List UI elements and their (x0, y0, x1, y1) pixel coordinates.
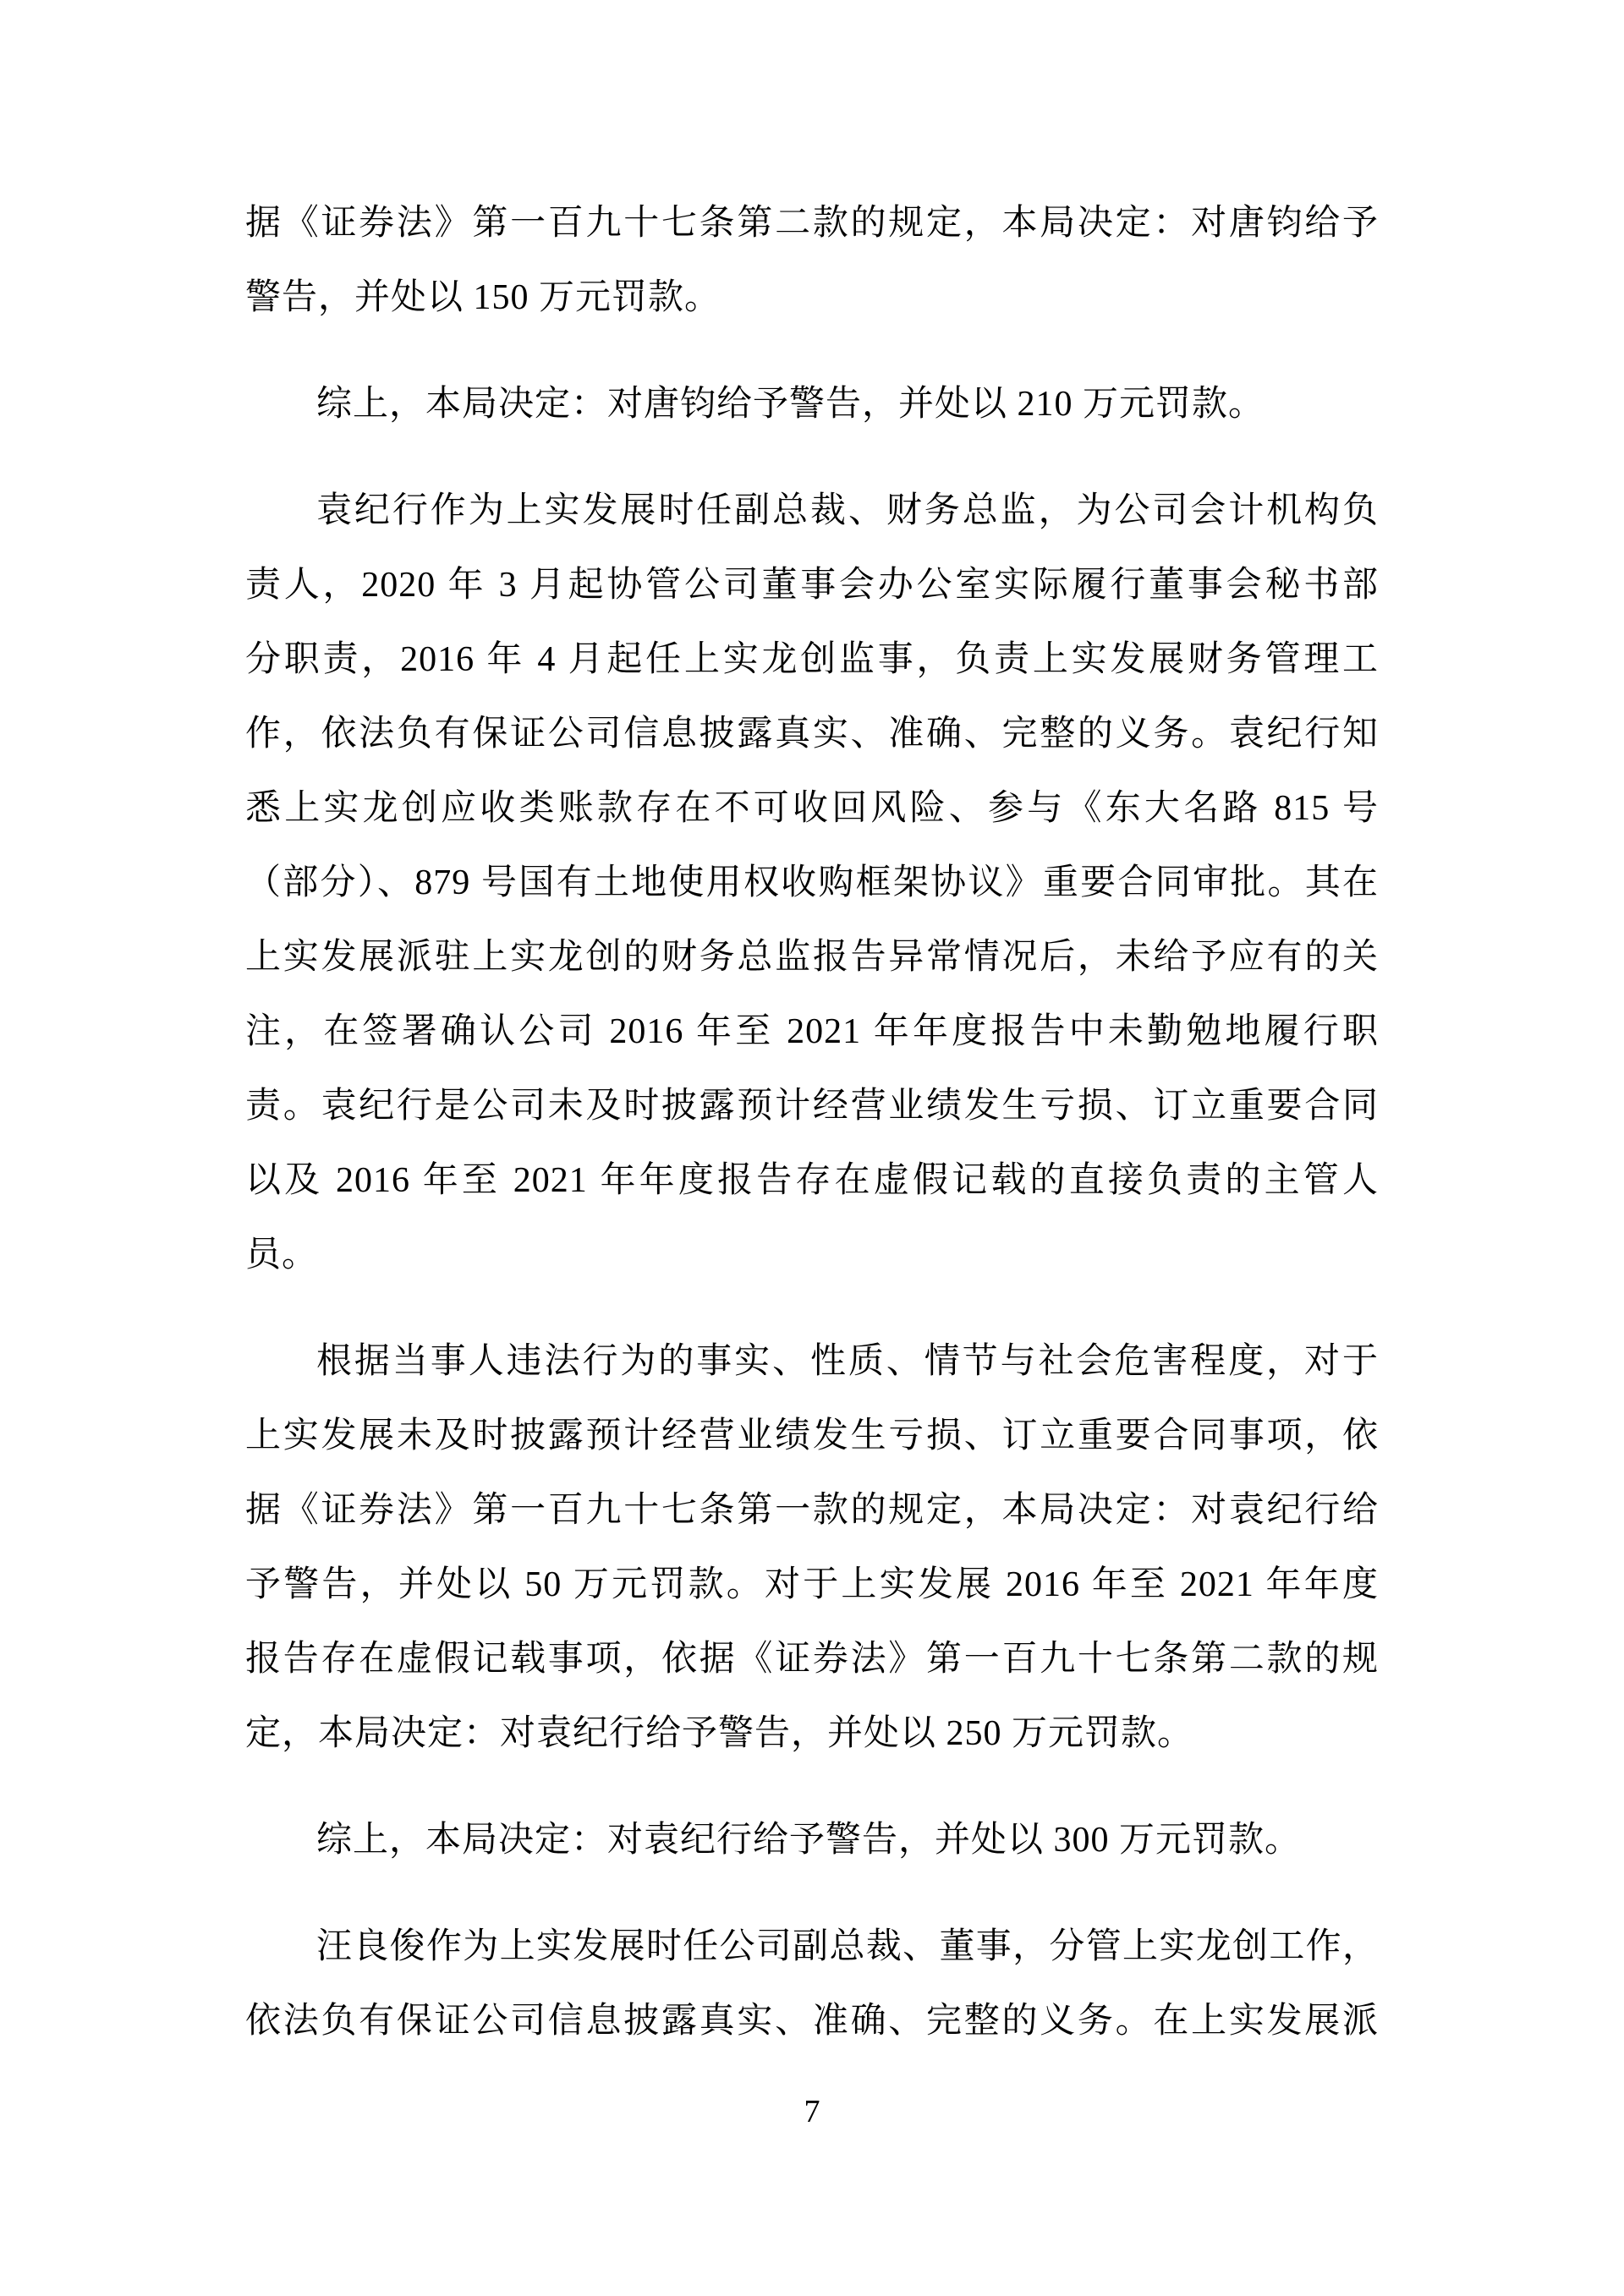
document-body (245, 186, 1379, 2058)
text-line: 警告，并处以 150 万元罚款。 (245, 278, 721, 317)
text-line: （部分）、879 号国有土地使用权收购框架协议》重要合同审批。其在 (245, 863, 1379, 902)
text-line: 责人，2020 年 3 月起协管公司董事会办公室实际履行董事会秘书部 (245, 566, 1379, 605)
text-line: 依法负有保证公司信息披露真实、准确、完整的义务。在上实发展派 (245, 2002, 1379, 2041)
paragraph (245, 1324, 1379, 1771)
text-line: 予警告，并处以 50 万元罚款。对于上实发展 2016 年至 2021 年年度 (245, 1565, 1379, 1604)
text-line: 袁纪行作为上实发展时任副总裁、财务总监，为公司会计机构负 (316, 491, 1379, 530)
text-line: 据《证券法》第一百九十七条第二款的规定，本局决定：对唐钧给予 (245, 204, 1379, 243)
text-line: 以及 2016 年至 2021 年年度报告存在虚假记载的直接负责的主管人 (245, 1161, 1379, 1200)
text-line: 汪良俊作为上实发展时任公司副总裁、董事，分管上实龙创工作， (316, 1927, 1379, 1966)
text-line: 根据当事人违法行为的事实、性质、情节与社会危害程度，对于 (316, 1342, 1379, 1381)
text-line: 上实发展未及时披露预计经营业绩发生亏损、订立重要合同事项，依 (245, 1417, 1379, 1455)
text-line: 上实发展派驻上实龙创的财务总监报告异常情况后，未给予应有的关 (245, 938, 1379, 977)
paragraph (245, 1803, 1379, 1877)
text-line: 分职责，2016 年 4 月起任上实龙创监事，负责上实发展财务管理工 (245, 640, 1379, 679)
paragraph (245, 186, 1379, 335)
text-line: 报告存在虚假记载事项，依据《证券法》第一百九十七条第二款的规 (245, 1640, 1379, 1679)
page-number: 7 (804, 2094, 820, 2129)
paragraph (245, 367, 1379, 441)
text-line: 注，在签署确认公司 2016 年至 2021 年年度报告中未勤勉地履行职 (245, 1012, 1379, 1051)
text-line: 悉上实龙创应收类账款存在不可收回风险、参与《东大名路 815 号 (245, 789, 1379, 828)
text-line: 定，本局决定：对袁纪行给予警告，并处以 250 万元罚款。 (245, 1714, 1194, 1753)
paragraph (245, 474, 1379, 1292)
text-line: 据《证券法》第一百九十七条第一款的规定，本局决定：对袁纪行给 (245, 1491, 1379, 1530)
text-line: 责。袁纪行是公司未及时披露预计经营业绩发生亏损、订立重要合同 (245, 1087, 1379, 1126)
text-line: 综上，本局决定：对袁纪行给予警告，并处以 300 万元罚款。 (316, 1821, 1302, 1860)
text-line: 综上，本局决定：对唐钧给予警告，并处以 210 万元罚款。 (316, 385, 1265, 424)
text-line: 员。 (245, 1236, 319, 1274)
text-line: 作，依法负有保证公司信息披露真实、准确、完整的义务。袁纪行知 (245, 715, 1379, 753)
paragraph (245, 1910, 1379, 2058)
